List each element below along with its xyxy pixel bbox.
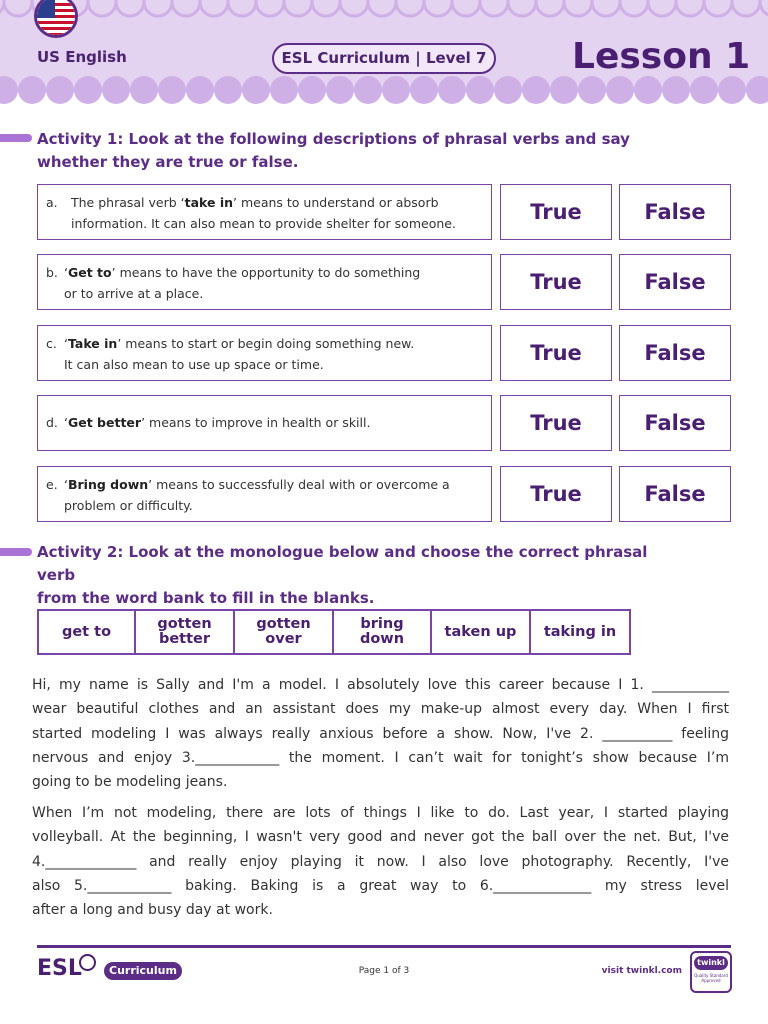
statement-d: d. ‘Get better’ means to improve in health or skill.: [37, 395, 492, 451]
statement-a: a. The phrasal verb ‘take in’ means to understand or absorb information. It can also mean to provide shelter for someone.: [37, 184, 492, 240]
statement-e: e. ‘Bring down’ means to successfully deal with or overcome a problem or difficulty.: [37, 466, 492, 522]
monologue-line: nervous and enjoy 3.____________ the moment. I can’t wait for tonight’s show because I’m: [32, 749, 729, 766]
twinkl-quality-badge: [690, 951, 732, 993]
curriculum-level-pill: ESL Curriculum | Level 7: [272, 43, 496, 74]
false-option-d[interactable]: False: [619, 395, 731, 451]
word-bank: [37, 609, 631, 655]
statement-letter: a.: [46, 195, 58, 210]
activity1-title: Activity 1: Look at the following descriptions of phrasal verbs and say whether they are true or false.: [37, 130, 630, 171]
word-bank-item: taking in: [543, 623, 617, 640]
lesson-title: Lesson 1: [572, 36, 751, 77]
monologue-line: started modeling I was always really anxious before a show. Now, I've 2. __________ feeling: [32, 725, 729, 742]
monologue-line: volleyball. At the beginning, I wasn't very good and never got the ball over the net. But, I've: [32, 829, 729, 846]
quality-standard-text: Quality Standard: [694, 973, 728, 978]
monologue-paragraph-1: [32, 673, 729, 794]
word-bank-item: get to: [39, 611, 136, 653]
statement-c: c. ‘Take in’ means to start or begin doing something new. It can also mean to use up space or time.: [37, 325, 492, 381]
true-option-a[interactable]: True: [500, 184, 612, 240]
monologue-line: also 5.____________ baking. Baking is a great way to 6.______________ my stress level: [32, 877, 729, 894]
monologue-line: after a long and busy day at work.: [32, 902, 273, 919]
twinkl-logo: twinkl: [694, 956, 728, 970]
statement-b: b. ‘Get to’ means to have the opportunity to do something or to arrive at a place.: [37, 254, 492, 310]
globe-icon: [79, 954, 96, 971]
footer-divider: [37, 945, 731, 948]
activity2-marker-bar: [0, 548, 32, 556]
monologue-line: When I’m not modeling, there are lots of things I like to do. Last year, I started playing: [32, 805, 729, 821]
statement-letter: d.: [46, 415, 58, 430]
approved-text: Approved: [701, 978, 721, 983]
visit-twinkl-link[interactable]: visit twinkl.com: [601, 966, 682, 976]
false-option-c[interactable]: False: [619, 325, 731, 381]
monologue-line: wear beautiful clothes and an assistant does my make-up almost every day. When I first: [32, 701, 729, 718]
activity1-marker-bar: [0, 134, 32, 142]
esl-logo: ESL: [37, 956, 82, 981]
phrasal-verb-term: Bring down: [67, 477, 149, 492]
statement-letter: c.: [46, 336, 57, 351]
statement-letter: e.: [46, 477, 58, 492]
monologue-line: going to be modeling jeans.: [32, 774, 228, 791]
true-option-c[interactable]: True: [500, 325, 612, 381]
false-option-b[interactable]: False: [619, 254, 731, 310]
phrasal-verb-term: Take in: [67, 336, 118, 351]
phrasal-verb-term: take in: [184, 195, 234, 210]
true-option-d[interactable]: True: [500, 395, 612, 451]
true-option-e[interactable]: True: [500, 466, 612, 522]
word-bank-item: taken up: [432, 611, 531, 653]
activity2-title: Activity 2: Look at the monologue below and choose the correct phrasal verb from the word bank to fill in the blanks.: [37, 543, 648, 607]
page-number: Page 1 of 3: [358, 966, 410, 976]
word-bank-item: gotten over: [235, 611, 334, 653]
monologue-paragraph-2: [32, 801, 729, 922]
curriculum-badge: Curriculum: [104, 962, 182, 980]
language-label: US English: [37, 48, 127, 66]
true-option-b[interactable]: True: [500, 254, 612, 310]
false-option-a[interactable]: False: [619, 184, 731, 240]
page-header: [0, 0, 768, 105]
statement-letter: b.: [46, 265, 58, 280]
word-bank-item: gotten better: [136, 611, 235, 653]
monologue-line: Hi, my name is Sally and I'm a model. I absolutely love this career because I 1. ___________: [32, 677, 729, 693]
phrasal-verb-term: Get better: [67, 415, 142, 430]
monologue-line: 4._____________ and really enjoy playing it now. I also love photography. Recently, I've: [32, 853, 729, 870]
word-bank-item: bring down: [334, 611, 432, 653]
phrasal-verb-term: Get to: [67, 265, 112, 280]
false-option-e[interactable]: False: [619, 466, 731, 522]
